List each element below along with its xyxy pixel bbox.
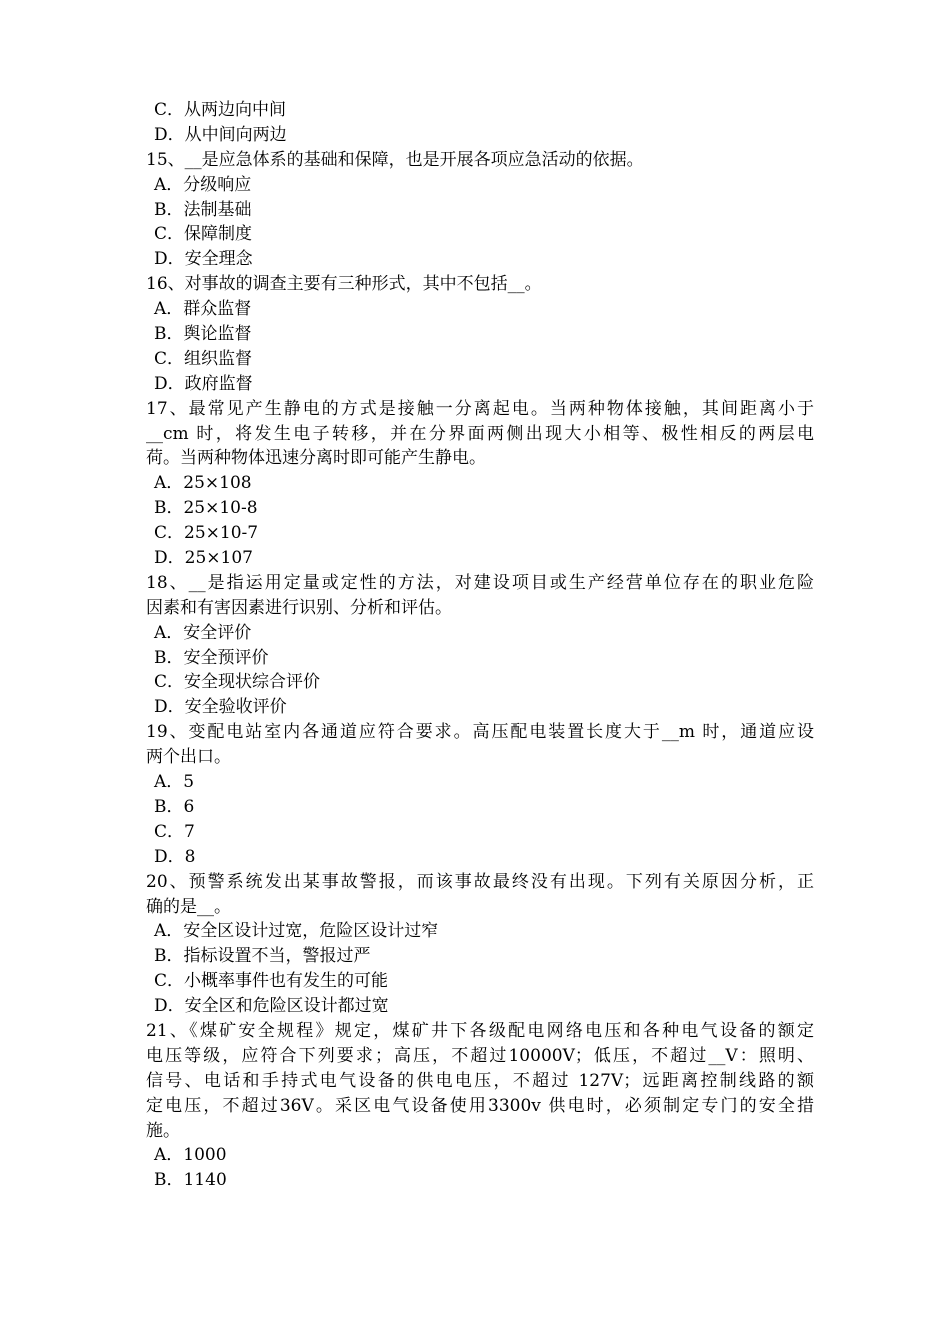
question-text-line: 两个出口。 [146,747,231,768]
answer-option-line: D．25×107 [154,548,253,569]
answer-option-line: D．8 [154,846,196,867]
question-text-line: 19、变配电站室内各通道应符合要求。高压配电装置长度大于__m 时，通道应设 [146,722,814,743]
question-text-line: 18、__是指运用定量或定性的方法，对建设项目或生产经营单位存在的职业危险 [146,572,814,593]
question-text-line: 20、预警系统发出某事故警报，而该事故最终没有出现。下列有关原因分析，正 [146,871,814,892]
question-text-line: __cm 时，将发生电子转移，并在分界面两侧出现大小相等、极性相反的两层电 [146,423,814,444]
answer-option-line: B．指标设置不当，警报过严 [154,946,371,967]
answer-option-line: B．安全预评价 [154,647,269,668]
answer-option-line: A．分级响应 [154,174,252,195]
answer-option-line: B．舆论监督 [154,324,252,345]
answer-option-line: A．1000 [154,1145,227,1166]
answer-option-line: D．从中间向两边 [154,124,287,145]
question-text-line: 确的是__。 [146,896,231,917]
answer-option-line: D．安全理念 [154,249,253,270]
answer-option-line: D．安全验收评价 [154,697,287,718]
document-body [146,98,814,1193]
answer-option-line: C．小概率事件也有发生的可能 [154,971,389,992]
question-text-line: 因素和有害因素进行识别、分析和评估。 [146,597,452,618]
question-text-line: 16、对事故的调查主要有三种形式，其中不包括__。 [146,274,542,295]
answer-option-line: B．25×10-8 [154,498,258,519]
answer-option-line: B．法制基础 [154,199,252,220]
question-text-line: 15、__是应急体系的基础和保障，也是开展各项应急活动的依据。 [146,149,644,170]
answer-option-line: A．5 [154,772,195,793]
question-text-line: 定电压，不超过36V。采区电气设备使用3300v 供电时，必须制定专门的安全措 [146,1095,814,1116]
question-text-line: 施。 [146,1120,180,1141]
answer-option-line: A．安全评价 [154,622,252,643]
answer-option-line: C．保障制度 [154,224,253,245]
question-text-line: 荷。当两种物体迅速分离时即可能产生静电。 [146,448,486,469]
answer-option-line: C．从两边向中间 [154,100,287,120]
answer-option-line: C．25×10-7 [154,523,259,544]
answer-option-line: C．组织监督 [154,348,253,369]
question-text-line: 信号、电话和手持式电气设备的供电电压，不超过 127V；远距离控制线路的额 [146,1070,814,1091]
answer-option-line: B．6 [154,796,195,817]
question-text-line: 17、最常见产生静电的方式是接触一分离起电。当两种物体接触，其间距离小于 [146,398,814,419]
question-text-line: 21、《煤矿安全规程》规定，煤矿井下各级配电网络电压和各种电气设备的额定 [146,1020,814,1041]
answer-option-line: A．安全区设计过宽，危险区设计过窄 [154,921,439,942]
answer-option-line: C．7 [154,821,195,842]
answer-option-line: C．安全现状综合评价 [154,672,321,693]
answer-option-line: A．群众监督 [154,299,252,320]
answer-option-line: D．政府监督 [154,373,253,394]
answer-option-line: A．25×108 [154,473,252,494]
answer-option-line: D．安全区和危险区设计都过宽 [154,996,389,1017]
question-text-line: 电压等级，应符合下列要求；高压，不超过10000V；低压，不超过__V：照明、 [146,1045,814,1066]
answer-option-line: B．1140 [154,1170,227,1191]
